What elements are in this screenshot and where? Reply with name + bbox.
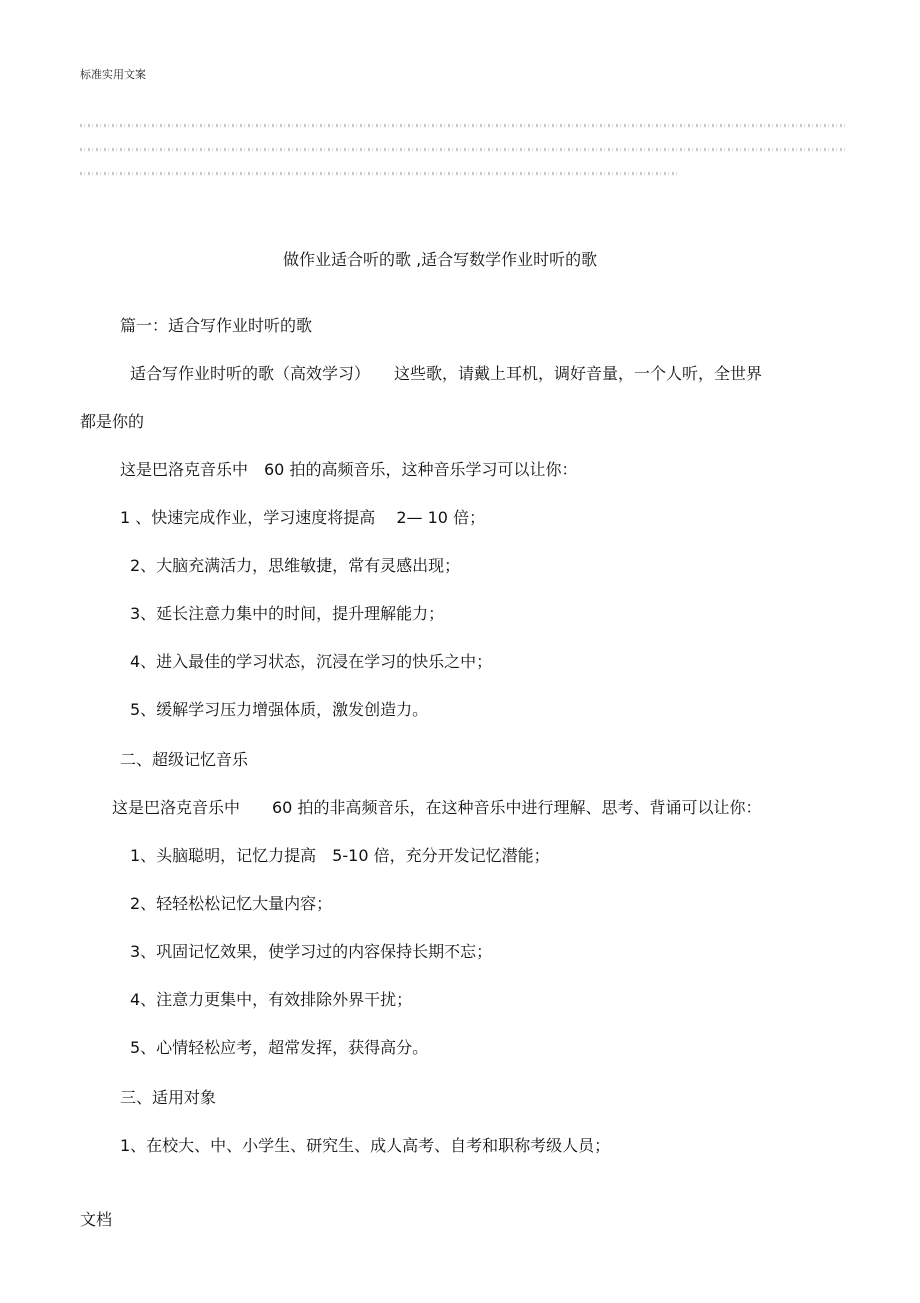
list-item: 4、注意力更集中，有效排除外界干扰； <box>130 990 413 1009</box>
list-item: 1、头脑聪明，记忆力提高 5-10 倍，充分开发记忆潜能； <box>130 846 550 865</box>
list-item: 2、轻轻松松记忆大量内容； <box>130 894 333 913</box>
list-item: 5、缓解学习压力增强体质，激发创造力。 <box>130 700 429 719</box>
document-title: 做作业适合听的歌 ,适合写数学作业时听的歌 <box>283 250 598 269</box>
section-heading-1: 篇一：适合写作业时听的歌 <box>120 316 313 335</box>
header-label: 标准实用文案 <box>80 68 146 81</box>
list-item: 5、心情轻松应考，超常发挥，获得高分。 <box>130 1038 429 1057</box>
list-item: 3、延长注意力集中的时间，提升理解能力； <box>130 604 445 623</box>
faded-text-line <box>80 148 845 151</box>
section-heading-2: 二、超级记忆音乐 <box>120 750 249 769</box>
list-item: 4、进入最佳的学习状态，沉浸在学习的快乐之中； <box>130 652 493 671</box>
footer-label: 文档 <box>80 1210 113 1229</box>
faded-text-line <box>80 124 845 127</box>
paragraph-line: 都是你的 <box>80 412 145 431</box>
paragraph-line: 适合写作业时听的歌（高效学习） 这些歌，请戴上耳机，调好音量，一个人听，全世界 <box>130 364 763 383</box>
list-item: 1 、快速完成作业，学习速度将提高 2— 10 倍； <box>120 508 486 527</box>
paragraph-line: 这是巴洛克音乐中 60 拍的高频音乐，这种音乐学习可以让你： <box>120 460 578 479</box>
list-item: 2、大脑充满活力，思维敏捷，常有灵感出现； <box>130 556 461 575</box>
paragraph-line: 这是巴洛克音乐中 60 拍的非高频音乐，在这种音乐中进行理解、思考、背诵可以让你： <box>112 798 762 817</box>
section-heading-3: 三、适用对象 <box>120 1088 217 1107</box>
list-item: 1、在校大、中、小学生、研究生、成人高考、自考和职称考级人员； <box>120 1136 611 1155</box>
faded-text-line <box>80 172 680 175</box>
list-item: 3、巩固记忆效果，使学习过的内容保持长期不忘； <box>130 942 493 961</box>
